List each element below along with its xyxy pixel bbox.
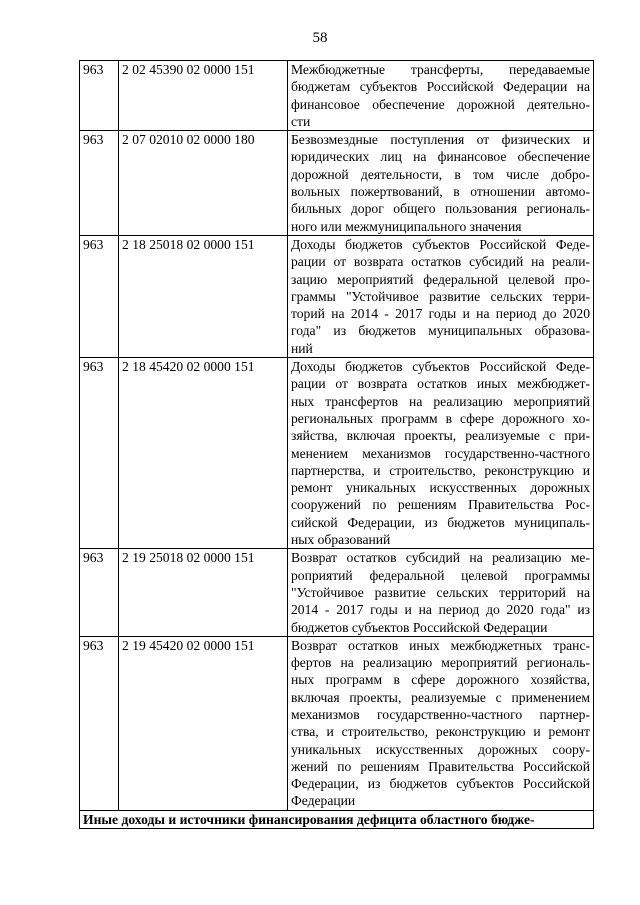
description-line: уникальных искусственных дорожных соору- [291, 741, 590, 757]
description-line: жений по решениям Правительства Российской [291, 758, 590, 774]
budget-code-cell: 2 18 45420 02 0000 151 [119, 358, 288, 549]
admin-code-cell: 963 [80, 549, 119, 636]
description-line: 2014 - 2017 годы и на период до 2020 года" из [291, 602, 590, 618]
description-line: Федерации [291, 793, 356, 809]
table-row [80, 61, 594, 131]
section-heading-row [80, 810, 594, 828]
table-row [80, 358, 594, 549]
description-line: Возврат остатков субсидий на реализацию ме- [291, 550, 590, 566]
budget-code-cell: 2 19 45420 02 0000 151 [119, 636, 288, 810]
description-line: включая проекты, реализуемые с применением [291, 689, 590, 705]
description-line: региональных программ в сфере дорожного хо- [291, 410, 590, 426]
description-line: Возврат остатков иных межбюджетных транс- [291, 637, 590, 653]
description-line: Доходы бюджетов субъектов Российской Феде- [291, 236, 590, 252]
description-line: юридических лиц на финансовое обеспечение [291, 149, 590, 165]
description-line: сти [291, 113, 311, 129]
description-line: рации от возврата остатков иных межбюджет- [291, 376, 590, 392]
description-line: Межбюджетные трансферты, передаваемые [291, 62, 590, 77]
admin-code-cell: 963 [80, 131, 119, 236]
description-line: дорожной деятельности, в том числе добро- [291, 166, 590, 182]
description-line: торий на 2014 - 2017 годы и на период до 2020 [291, 306, 590, 322]
description-line: зяйства, включая проекты, реализуемые с при- [291, 428, 590, 444]
table-row [80, 235, 594, 357]
admin-code-cell: 963 [80, 235, 119, 357]
description-line: финансовое обеспечение дорожной деятельно- [291, 96, 590, 112]
admin-code-cell: 963 [80, 61, 119, 131]
section-heading: Иные доходы и источники финансирования дефицита областного бюдже- [80, 810, 594, 828]
table-row [80, 131, 594, 236]
description-line: бюджетам субъектов Российской Федерации на [291, 79, 590, 95]
description-line: ного или межмуниципального значения [291, 218, 522, 234]
description-line: Федерации, из бюджетов субъектов Российской [291, 776, 590, 792]
description-cell [288, 358, 594, 549]
description-line: ства, и строительство, реконструкцию и ремонт [291, 724, 590, 740]
budget-code-cell: 2 07 02010 02 0000 180 [119, 131, 288, 236]
revenue-codes-table [79, 60, 594, 829]
description-cell [288, 235, 594, 357]
page-number: 58 [312, 30, 328, 46]
description-line: зацию мероприятий федеральной целевой про- [291, 271, 590, 287]
table-row [80, 549, 594, 636]
budget-code-cell: 2 02 45390 02 0000 151 [119, 61, 288, 131]
description-line: сийской Федерации, из бюджетов муниципаль- [291, 514, 590, 530]
table-body [80, 61, 594, 829]
description-line: сооружений по решениям Правительства Рос- [291, 497, 590, 513]
description-line: "Устойчивое развитие сельских территорий на [291, 584, 590, 600]
description-cell [288, 61, 594, 131]
description-line: ремонт уникальных искусственных дорожных [291, 480, 590, 496]
description-line: фертов на реализацию мероприятий региональ- [291, 655, 590, 671]
description-line: рации от возврата остатков субсидий на реали- [291, 254, 590, 270]
description-line: ных образований [291, 532, 391, 548]
description-line: ных трансфертов на реализацию мероприятий [291, 393, 590, 409]
table-row [80, 636, 594, 810]
description-cell [288, 549, 594, 636]
description-line: года" из бюджетов муниципальных образова- [291, 323, 590, 339]
description-line: роприятий федеральной целевой программы [291, 567, 590, 583]
description-line: ний [291, 340, 313, 356]
budget-code-cell: 2 19 25018 02 0000 151 [119, 549, 288, 636]
description-line: менением механизмов государственно-частного [291, 445, 590, 461]
description-line: граммы "Устойчивое развитие сельских терри- [291, 288, 590, 304]
description-line: ных программ в сфере дорожного хозяйства, [291, 672, 590, 688]
description-line: партнерства, и строительство, реконструкцию и [291, 462, 590, 478]
description-line: механизмов государственно-частного партнер- [291, 706, 590, 722]
description-cell [288, 636, 594, 810]
description-cell [288, 131, 594, 236]
admin-code-cell: 963 [80, 636, 119, 810]
description-line: вольных пожертвований, в отношении автомо- [291, 184, 590, 200]
budget-code-cell: 2 18 25018 02 0000 151 [119, 235, 288, 357]
description-line: бильных дорог общего пользования региональ- [291, 201, 590, 217]
description-line: Безвозмездные поступления от физических и [291, 132, 590, 148]
description-line: бюджетов субъектов Российской Федерации [291, 619, 548, 635]
admin-code-cell: 963 [80, 358, 119, 549]
description-line: Доходы бюджетов субъектов Российской Феде- [291, 359, 590, 375]
